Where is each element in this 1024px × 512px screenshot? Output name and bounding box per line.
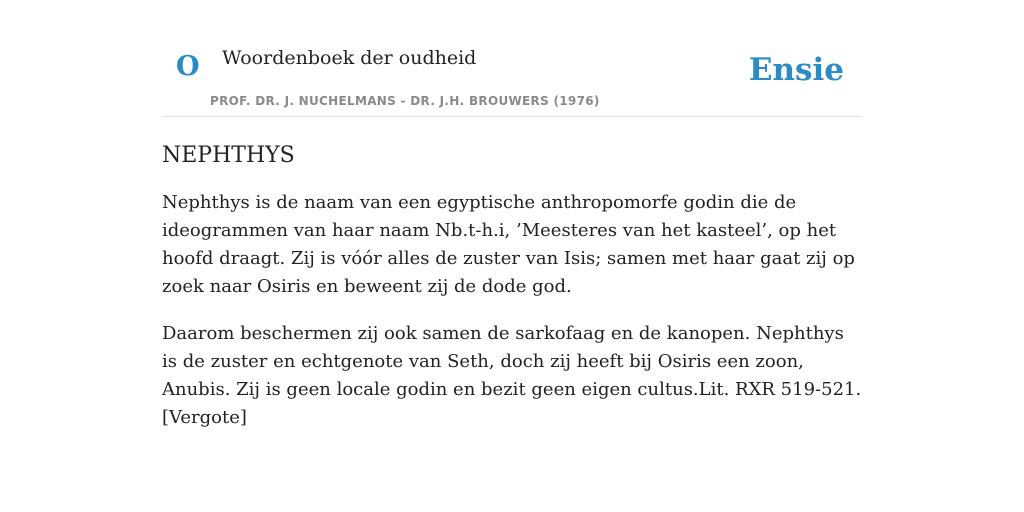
entry-paragraph: Nephthys is de naam van een egyptische anthropomorfe godin die de ideogrammen van haar naam Nb.t-h.i, ’Meesteres van het kasteel’, op het hoofd draagt. Zij is vóór alles de zuster van Isis; samen met haar gaat zij op zoek naar Osiris en beweent zij de dode god. — [162, 192, 855, 297]
letter-index-link[interactable]: O — [176, 51, 200, 82]
page-container — [162, 0, 862, 432]
page-header — [162, 0, 862, 117]
entry-paragraph: Daarom beschermen zij ook samen de sarkofaag en de kanopen. Nephthys is de zuster en echtgenote van Seth, doch zij heeft bij Osiris een zoon, Anubis. Zij is geen locale godin en bezit geen eigen cultus.Lit. RXR 519-521. [Vergote] — [162, 323, 862, 428]
dictionary-authors: PROF. DR. J. NUCHELMANS - DR. J.H. BROUWERS (1976) — [210, 94, 600, 108]
dictionary-title-link[interactable]: Woordenboek der oudheid — [222, 47, 477, 69]
ensie-logo-link[interactable]: Ensie — [748, 52, 844, 88]
entry-headword: NEPHTHYS — [162, 143, 295, 168]
